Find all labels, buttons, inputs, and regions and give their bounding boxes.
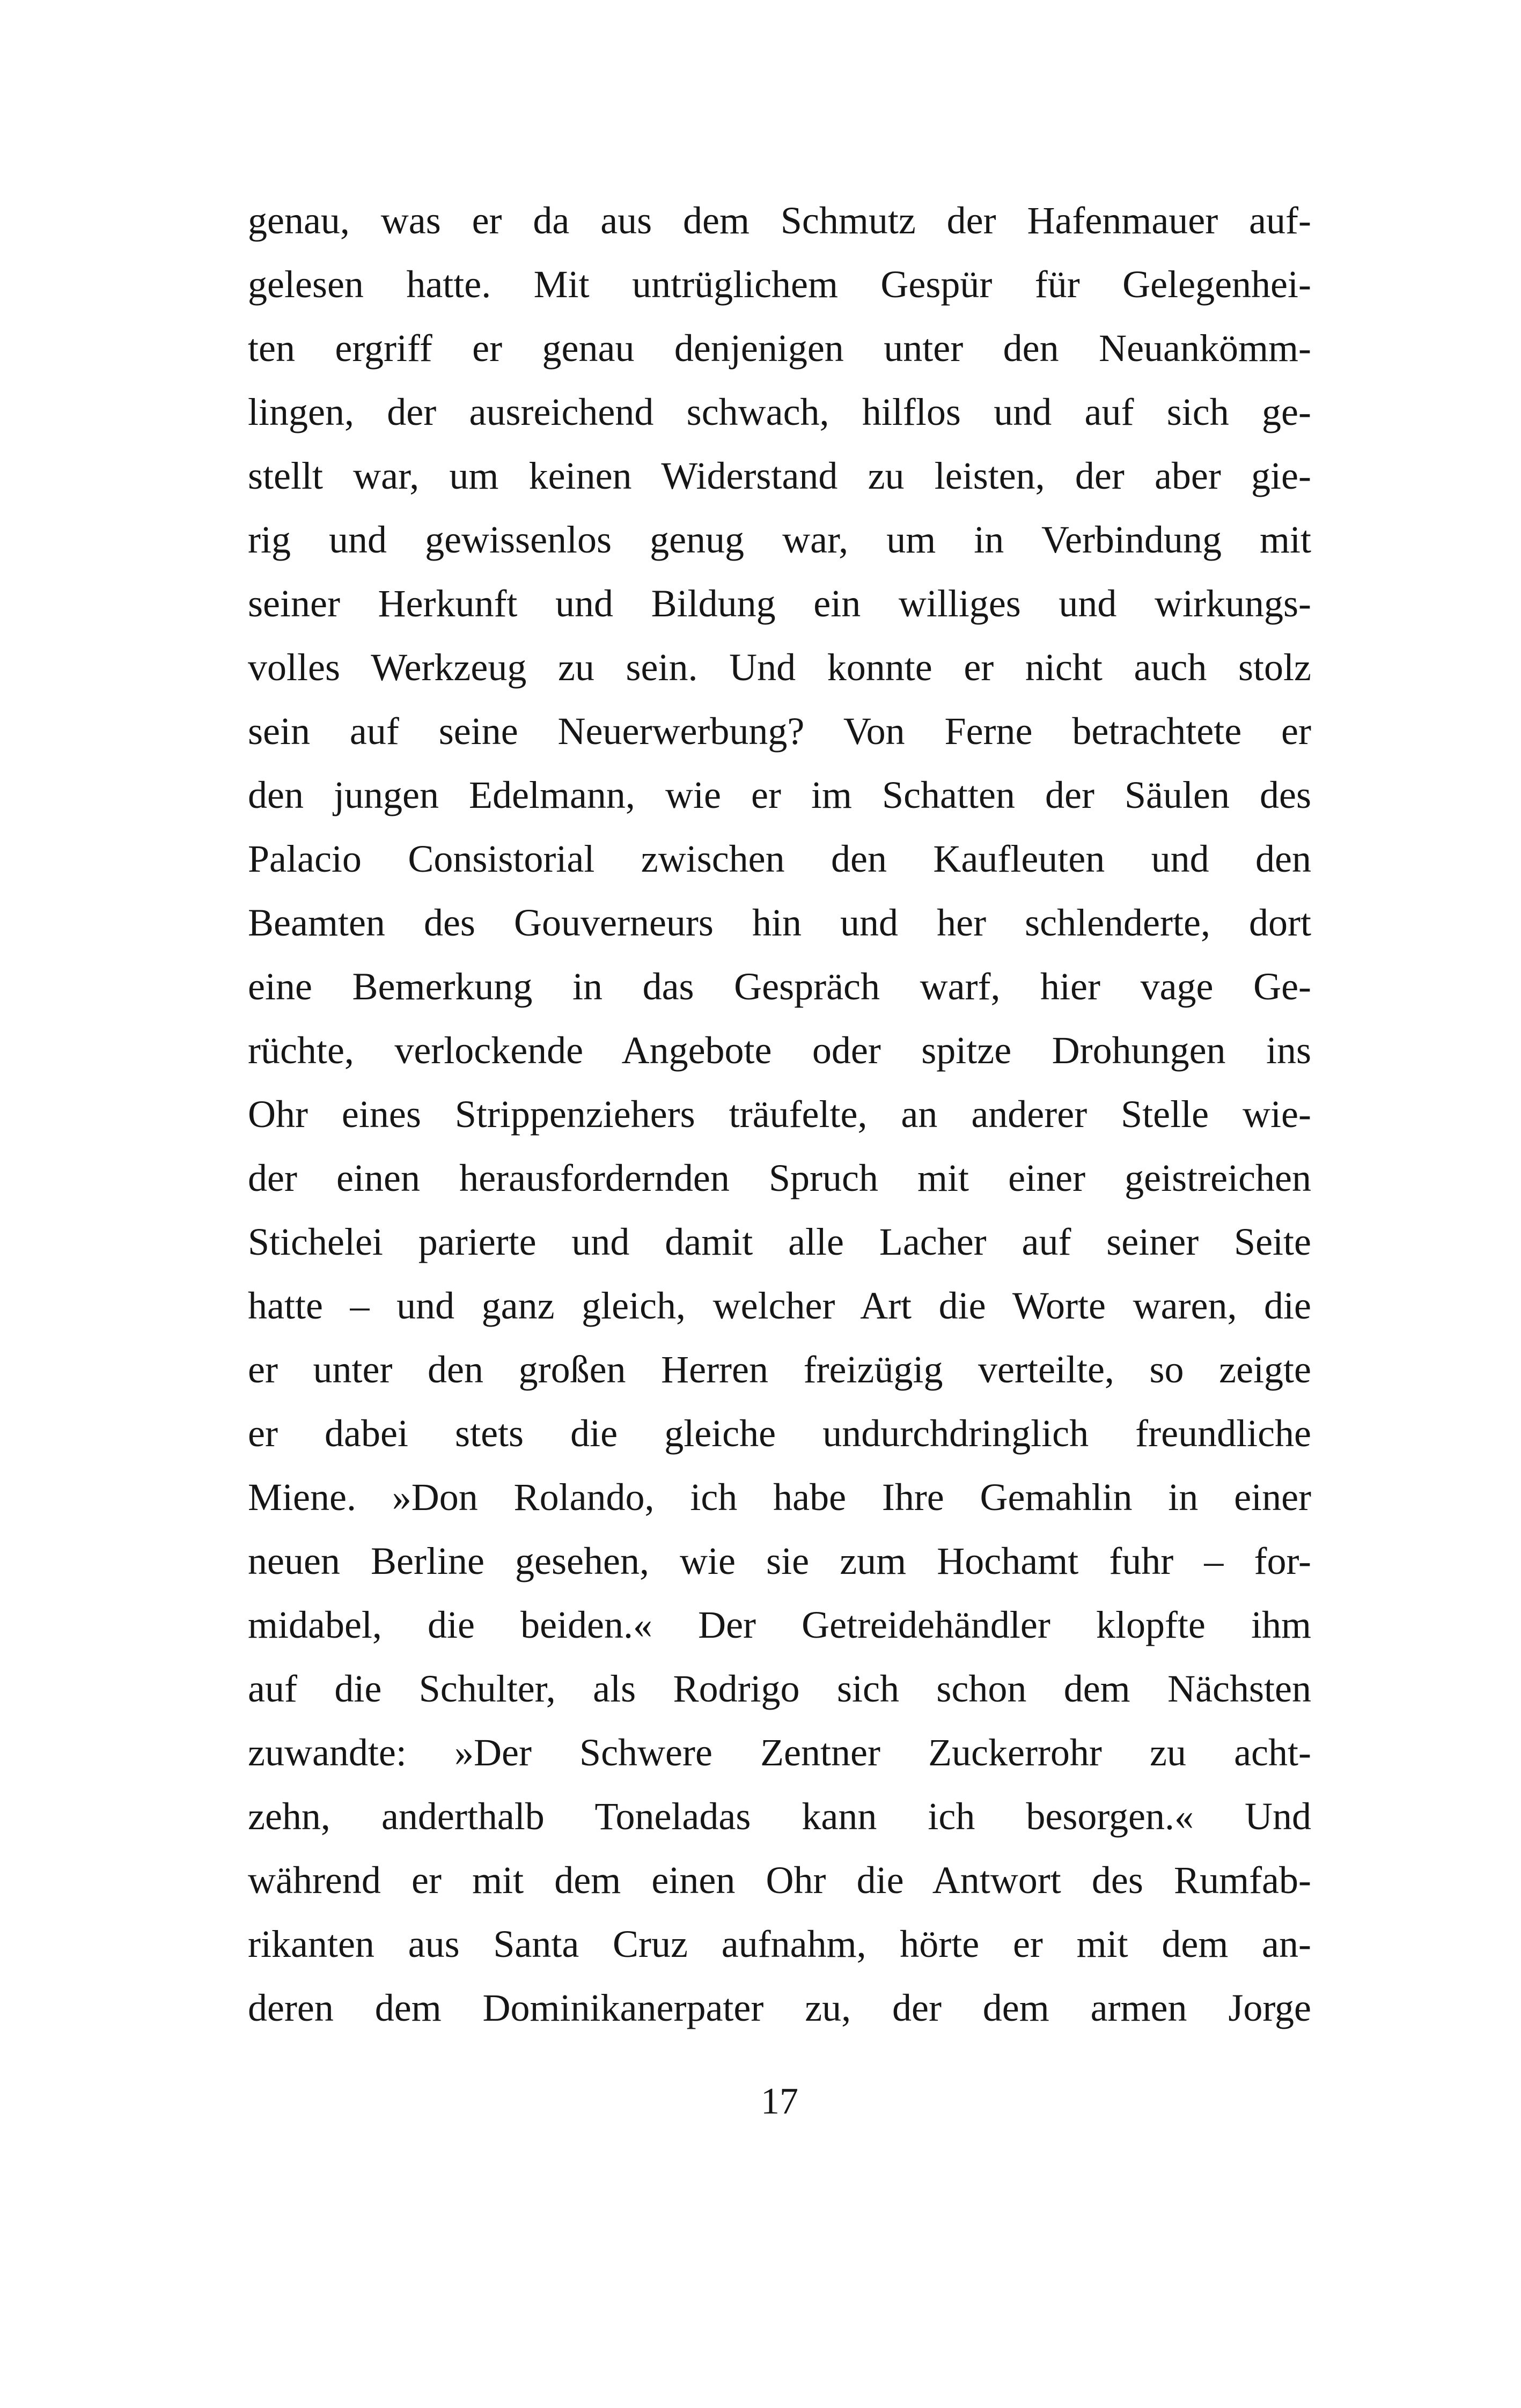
text-line: eine Bemerkung in das Gespräch warf, hier vage Ge- — [248, 965, 1311, 1008]
text-block — [248, 189, 1311, 2040]
text-line: genau, was er da aus dem Schmutz der Hafenmauer auf- — [248, 199, 1311, 242]
text-line: rikanten aus Santa Cruz aufnahm, hörte er mit dem an- — [248, 1923, 1311, 1965]
text-line: den jungen Edelmann, wie er im Schatten der Säulen des — [248, 774, 1311, 816]
text-line: gelesen hatte. Mit untrüglichem Gespür für Gelegenhei- — [248, 263, 1311, 306]
text-line: sein auf seine Neuerwerbung? Von Ferne betrachtete er — [248, 710, 1311, 753]
text-line: hatte – und ganz gleich, welcher Art die Worte waren, die — [248, 1284, 1311, 1327]
text-line: Ohr eines Strippenziehers träufelte, an anderer Stelle wie- — [248, 1093, 1311, 1136]
text-line: der einen herausfordernden Spruch mit einer geistreichen — [248, 1157, 1311, 1199]
text-line: deren dem Dominikanerpater zu, der dem armen Jorge — [248, 1986, 1311, 2029]
text-line: stellt war, um keinen Widerstand zu leisten, der aber gie- — [248, 454, 1311, 497]
text-line: Palacio Consistorial zwischen den Kaufleuten und den — [248, 837, 1311, 880]
text-line: rig und gewissenlos genug war, um in Verbindung mit — [248, 518, 1311, 561]
text-line: rüchte, verlockende Angebote oder spitze Drohungen ins — [248, 1029, 1311, 1072]
text-line: während er mit dem einen Ohr die Antwort des Rumfab- — [248, 1859, 1311, 1902]
text-line: volles Werkzeug zu sein. Und konnte er nicht auch stolz — [248, 646, 1311, 689]
text-line: er dabei stets die gleiche undurchdringlich freundliche — [248, 1412, 1311, 1455]
text-line: Beamten des Gouverneurs hin und her schlenderte, dort — [248, 901, 1311, 944]
text-line: lingen, der ausreichend schwach, hilflos und auf sich ge- — [248, 391, 1311, 433]
text-line: seiner Herkunft und Bildung ein williges und wirkungs- — [248, 582, 1311, 625]
text-line: Stichelei parierte und damit alle Lacher auf seiner Seite — [248, 1220, 1311, 1263]
text-line: er unter den großen Herren freizügig verteilte, so zeigte — [248, 1348, 1311, 1391]
text-line: auf die Schulter, als Rodrigo sich schon dem Nächsten — [248, 1667, 1311, 1710]
text-line: midabel, die beiden.« Der Getreidehändler klopfte ihm — [248, 1603, 1311, 1646]
text-line: zuwandte: »Der Schwere Zentner Zuckerrohr zu acht- — [248, 1731, 1311, 1774]
text-line: neuen Berline gesehen, wie sie zum Hochamt fuhr – for- — [248, 1540, 1311, 1582]
text-line: zehn, anderthalb Toneladas kann ich besorgen.« Und — [248, 1795, 1311, 1838]
text-line: ten ergriff er genau denjenigen unter den Neuankömm- — [248, 327, 1311, 370]
text-line: Miene. »Don Rolando, ich habe Ihre Gemahlin in einer — [248, 1476, 1311, 1519]
page-number: 17 — [761, 2081, 798, 2122]
